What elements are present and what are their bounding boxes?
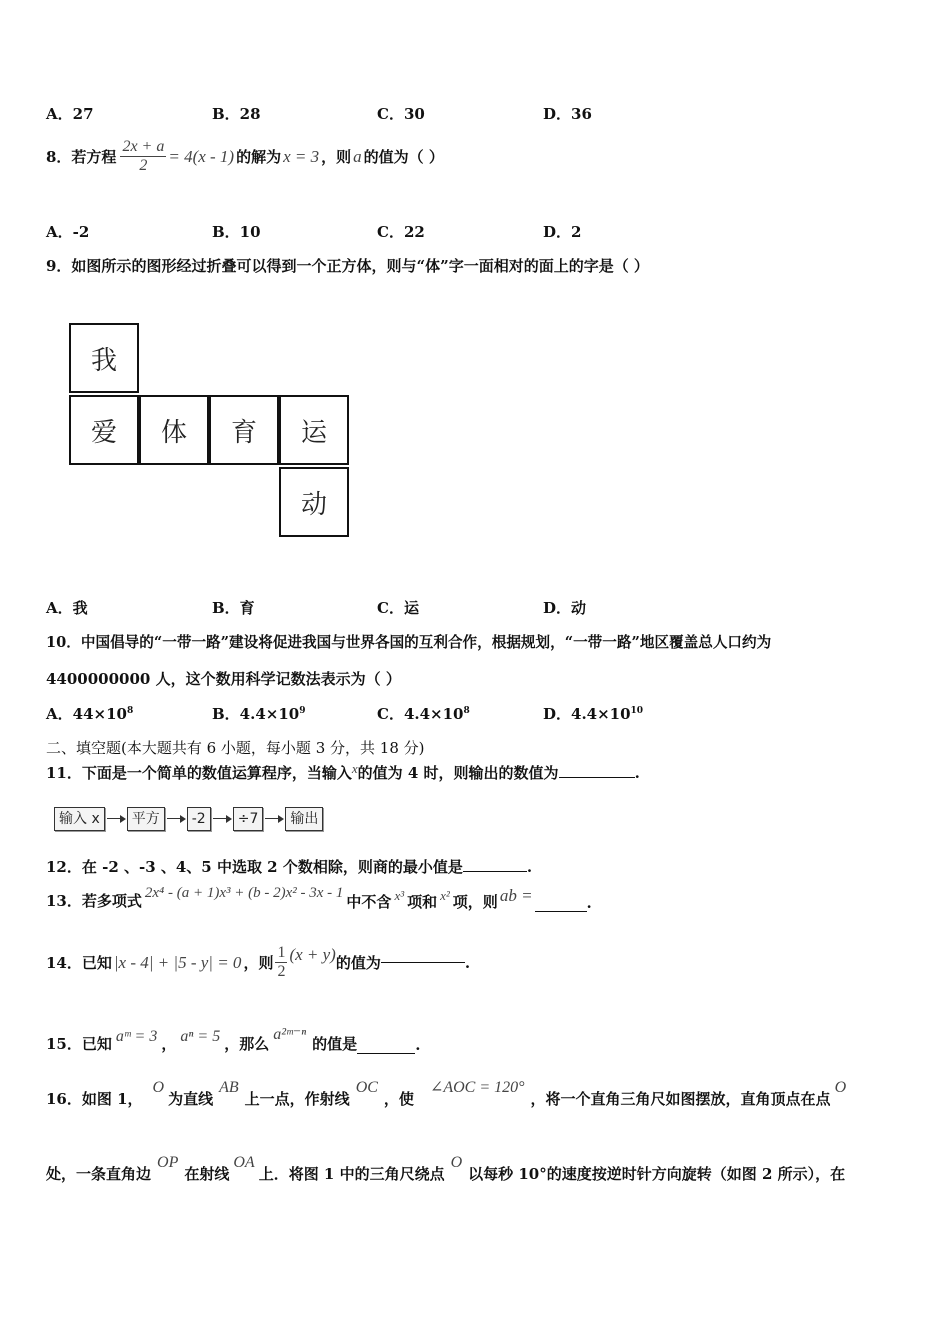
q8-solution: x = 3	[283, 146, 320, 166]
q16-line2	[46, 1154, 846, 1184]
q9-text: 9．如图所示的图形经过折叠可以得到一个正方体，则与“体”字一面相对的面上的字是（ ）	[46, 257, 649, 275]
q14-fraction	[275, 944, 287, 981]
q9-option-d: D．动	[543, 599, 587, 617]
q8-mid: 的解为	[236, 148, 282, 166]
net-cell-wo: 我	[69, 323, 139, 393]
q16-l2-side-op: OP	[157, 1154, 179, 1171]
q9-option-c: C．运	[377, 599, 419, 617]
q10-option-c-exp: 8	[463, 706, 470, 716]
q13-mid1: 中不含	[346, 893, 392, 911]
q16-l1-text: 16．如图 1，	[46, 1090, 143, 1108]
q8-fraction	[120, 138, 166, 175]
q14-suffix: 的值为	[335, 954, 381, 972]
q14-condition: |x - 4| + |5 - y| = 0	[113, 952, 242, 972]
q11-flowchart	[54, 807, 323, 831]
q7-option-b: B．28	[212, 105, 261, 123]
question-11	[46, 762, 640, 783]
flow-output-box: 输出	[285, 807, 323, 831]
q16-l2-text: 在射线	[184, 1165, 230, 1183]
q16-l1-text: ，使	[383, 1090, 414, 1108]
q10-option-d-base: D．4.4×10	[543, 705, 631, 723]
q16-l1-text: 为直线	[168, 1090, 214, 1108]
q16-l1-text: ，将一个直角三角尺如图摆放，直角顶点在点	[530, 1090, 831, 1108]
q13-expression: ab =	[499, 886, 533, 905]
q14-frac-num: 1	[277, 944, 286, 961]
q10-option-c	[377, 703, 470, 724]
q10-option-b-base: B．4.4×10	[212, 705, 300, 723]
q8-option-a: A．-2	[46, 223, 90, 241]
q16-l2-text: 以每秒 10°的速度按逆时针方向旋转（如图 2 所示），在	[468, 1165, 846, 1183]
q10-option-d	[543, 703, 643, 724]
net-cell-ti: 体	[139, 395, 209, 465]
q15-mid: ，那么	[224, 1035, 270, 1053]
cube-net-diagram	[69, 323, 354, 543]
q11-suffix: 的值为 4 时，则输出的数值为	[357, 764, 559, 782]
question-8	[46, 138, 444, 175]
q16-l1-ray-oc: OC	[355, 1079, 378, 1096]
q8-frac-den: 2	[139, 157, 148, 174]
q15-condition1: aᵐ = 3	[115, 1028, 158, 1045]
net-cell-dong: 动	[279, 467, 349, 537]
q11-answer-blank[interactable]	[559, 777, 635, 778]
q7-option-a: A．27	[46, 105, 94, 123]
flow-arrow-icon	[211, 814, 233, 824]
net-cell-yu: 育	[209, 395, 279, 465]
flow-divide-box: ÷7	[233, 807, 264, 831]
question-15	[46, 1026, 421, 1054]
q16-l2-point-o: O	[450, 1154, 463, 1171]
flow-square-box: 平方	[127, 807, 165, 831]
q15-prefix: 15．已知	[46, 1035, 112, 1053]
q10-option-a	[46, 703, 133, 724]
q14-mid: ，则	[243, 954, 274, 972]
q12-answer-blank[interactable]	[463, 871, 527, 872]
q8-option-b: B．10	[212, 223, 261, 241]
question-14	[46, 944, 470, 981]
question-13	[46, 885, 592, 912]
q14-answer-blank[interactable]	[381, 962, 465, 963]
q10-option-a-base: A．44×10	[46, 705, 127, 723]
q13-prefix: 13．若多项式	[46, 892, 142, 910]
q8-rhs: = 4(x - 1)	[168, 146, 235, 166]
q15-expression: a²ᵐ⁻ⁿ	[273, 1026, 307, 1043]
flow-arrow-icon	[165, 814, 187, 824]
q16-l2-ray-oa: OA	[233, 1154, 255, 1171]
q11-var: x	[351, 761, 358, 776]
q16-l1-angle: ∠AOC = 120°	[429, 1079, 525, 1096]
q8-suffix: 的值为（ ）	[363, 148, 444, 166]
flow-minus-box: -2	[187, 807, 211, 831]
q12-end: .	[526, 858, 533, 876]
q16-l1-line-ab: AB	[219, 1079, 239, 1096]
q10-option-b-exp: 9	[299, 706, 306, 716]
q14-end: .	[464, 953, 471, 972]
q10-line2: 4400000000 人，这个数用科学记数法表示为（ ）	[46, 670, 401, 688]
q10-line1: 10．中国倡导的“一带一路”建设将促进我国与世界各国的互利合作，根据规划，“一带一路”地区覆盖总人口约为	[46, 634, 772, 651]
q10-option-c-base: C．4.4×10	[377, 705, 464, 723]
q15-comma: ，	[161, 1035, 177, 1053]
flow-arrow-icon	[105, 814, 127, 824]
q9-option-a: A．我	[46, 599, 88, 617]
q16-l1-text: 上一点，作射线	[244, 1090, 350, 1108]
section-2-heading: 二、填空题(本大题共有 6 小题，每小题 3 分，共 18 分)	[46, 739, 425, 757]
q15-suffix: 的值是	[312, 1035, 358, 1053]
q8-prefix: 8．若方程	[46, 148, 117, 166]
question-12	[46, 856, 532, 877]
q8-option-d: D．2	[543, 223, 582, 241]
q13-term1: x³	[394, 888, 405, 903]
q14-prefix: 14．已知	[46, 954, 112, 972]
q8-frac-num: 2x + a	[122, 138, 165, 155]
flow-arrow-icon	[263, 814, 285, 824]
q15-end: .	[415, 1036, 421, 1054]
q15-answer-blank[interactable]	[357, 1053, 415, 1054]
q7-option-d: D．36	[543, 105, 592, 123]
q7-option-c: C．30	[377, 105, 425, 123]
q16-line1	[46, 1079, 847, 1109]
q8-var: a	[353, 146, 362, 166]
q8-mid2: ，则	[321, 148, 352, 166]
net-cell-ai: 爱	[69, 395, 139, 465]
q16-l2-text: 处，一条直角边	[46, 1165, 152, 1183]
q8-option-c: C．22	[377, 223, 425, 241]
q16-l2-text: 上．将图 1 中的三角尺绕点	[258, 1165, 445, 1183]
flow-input-box: 输入 x	[54, 807, 105, 831]
q13-term2: x²	[440, 888, 450, 903]
q16-l1-point-o: O	[834, 1079, 847, 1096]
q13-mid3: 项，则	[452, 893, 498, 911]
q10-option-b	[212, 703, 305, 724]
q13-end: .	[586, 894, 592, 912]
q15-condition2: aⁿ = 5	[180, 1028, 221, 1045]
q14-expression: (x + y)	[289, 944, 336, 964]
q13-polynomial: 2x⁴ - (a + 1)x³ + (b - 2)x² - 3x - 1	[144, 885, 344, 901]
q10-option-d-exp: 10	[630, 706, 644, 716]
q12-text: 12．在 -2 、-3 、4、5 中选取 2 个数相除，则商的最小值是	[46, 858, 463, 876]
q13-answer-blank[interactable]	[535, 911, 587, 912]
q14-frac-den: 2	[277, 963, 286, 980]
q11-prefix: 11．下面是一个简单的数值运算程序，当输入	[46, 764, 352, 782]
q13-mid2: 项和	[407, 893, 438, 911]
q10-option-a-exp: 8	[126, 706, 134, 716]
q16-l1-point-o: O	[152, 1079, 165, 1096]
q9-option-b: B．育	[212, 599, 255, 617]
net-cell-yun: 运	[279, 395, 349, 465]
q11-end: .	[634, 764, 640, 782]
